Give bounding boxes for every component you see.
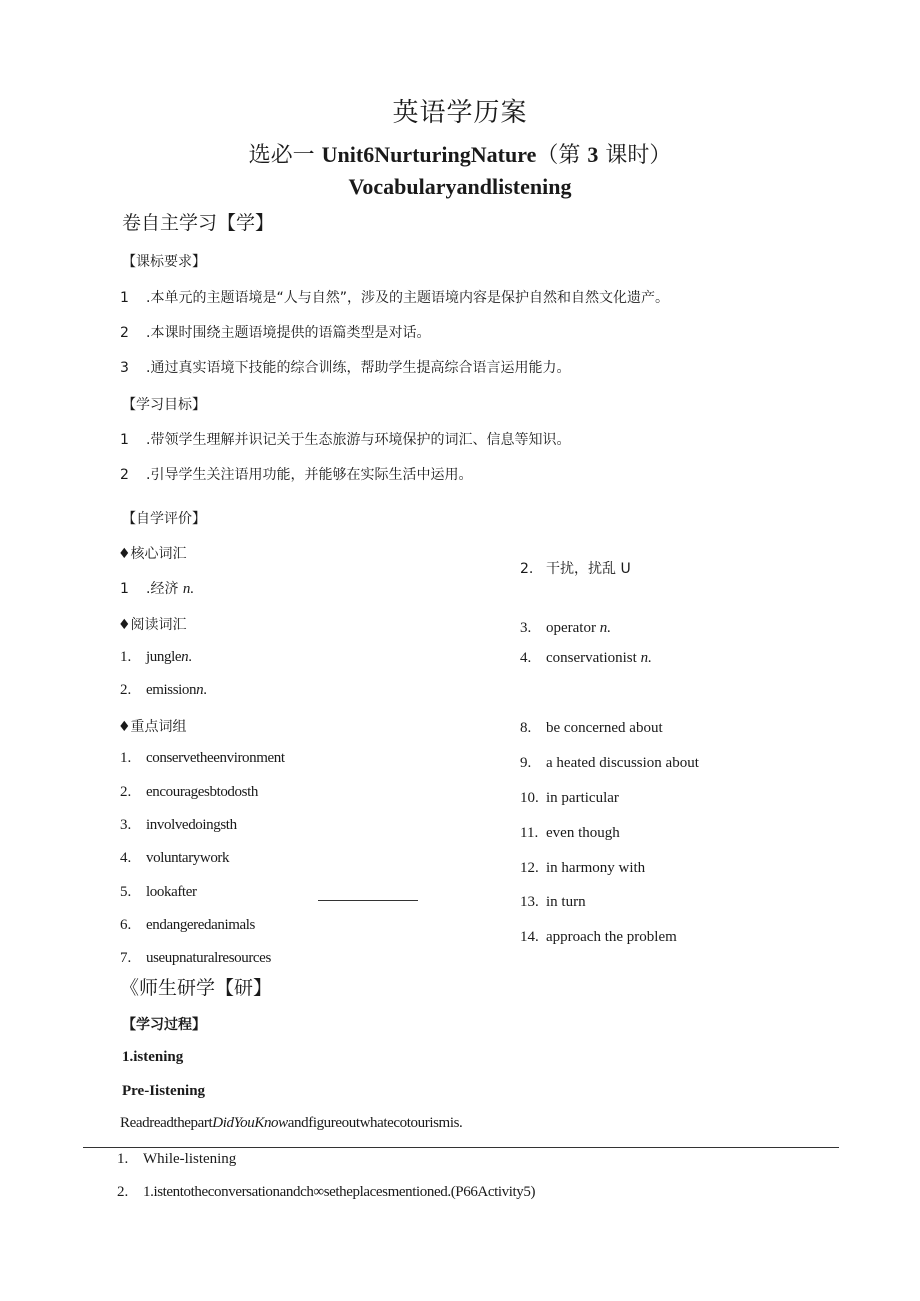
pre-listening-heading: Pre-Iistening (122, 1083, 206, 1099)
goal-item: 1 .带领学生理解并识记关于生态旅游与环境保护的词汇、信息等知识。 (120, 432, 571, 448)
goals-heading: 【学习目标】 (122, 397, 206, 413)
phrase-item: 7. useupnaturalresources (120, 950, 271, 966)
lesson-subtitle (0, 138, 920, 169)
lesson-number: 3 (587, 142, 599, 167)
subtitle-prefix: 选必一 (248, 143, 322, 168)
phrase-item: 10. in particular (520, 790, 619, 806)
phrase-item: 2. encouragesbtodosth (120, 784, 258, 800)
unit-name: Unit6NurturingNature (321, 142, 537, 167)
lesson-topic: Vocabularyandlistening (348, 174, 572, 199)
pre-listening-instruction: ReadreadthepartDidYouKnowandfigureoutwhatecotourismis. (120, 1115, 463, 1131)
phrase-item: 1. conservetheenvironment (120, 750, 285, 766)
phrase-item: 3. involvedoingsth (120, 817, 237, 833)
section-divider (83, 1147, 839, 1148)
self-eval-heading: 【自学评价】 (122, 511, 206, 527)
vocab-item: 2. 干扰，扰乱 U (520, 561, 631, 577)
vocab-item: 1 .经济 n. (120, 581, 195, 597)
curriculum-item: 1 .本单元的主题语境是“人与自然”，涉及的主题语境内容是保护自然和自然文化遗产。 (120, 290, 669, 306)
phrase-item: 4. voluntarywork (120, 850, 230, 866)
answer-blank-line (318, 900, 418, 901)
listening-heading: 1.istening (122, 1049, 184, 1065)
section-self-study: 卷自主学习【学】 (122, 212, 275, 234)
phrase-item: 14. approach the problem (520, 929, 677, 945)
phrase-item: 13. in turn (520, 894, 586, 910)
reading-vocab-label: ♦阅读词汇 (118, 617, 187, 633)
phrase-item: 11. even though (520, 825, 620, 841)
curriculum-item: 2 .本课时围绕主题语境提供的语篇类型是对话。 (120, 325, 431, 341)
section-research: 《师生研学【研】 (120, 977, 273, 999)
vocab-item: 1. junglen. (120, 649, 193, 665)
vocab-item: 2. emissionn. (120, 682, 208, 698)
phrase-item: 9. a heated discussion about (520, 755, 699, 771)
vocab-item: 4. conservationist n. (520, 650, 652, 666)
listening-step: 2. 1.istentotheconversationandch∞setheplacesmentioned.(P66Activity5) (117, 1184, 536, 1200)
phrase-item: 8. be concerned about (520, 720, 663, 736)
subtitle-paren-open: （第 (536, 143, 588, 168)
goal-item: 2 .引导学生关注语用功能，并能够在实际生活中运用。 (120, 467, 473, 483)
core-vocab-label: ♦核心词汇 (118, 546, 187, 562)
subtitle-paren-close: 课时） (598, 143, 672, 168)
document-title: 英语学历案 (392, 98, 528, 128)
phrase-item: 12. in harmony with (520, 860, 646, 876)
curriculum-heading: 【课标要求】 (122, 254, 206, 270)
curriculum-item: 3 .通过真实语境下技能的综合训练，帮助学生提高综合语言运用能力。 (120, 360, 571, 376)
listening-step: 1. While-listening (117, 1151, 237, 1167)
vocab-item: 3. operator n. (520, 620, 611, 636)
phrase-item: 5. lookafter (120, 884, 197, 900)
phrases-label: ♦重点词组 (118, 719, 187, 735)
phrase-item: 6. endangeredanimals (120, 917, 255, 933)
process-heading: 【学习过程】 (122, 1017, 206, 1033)
